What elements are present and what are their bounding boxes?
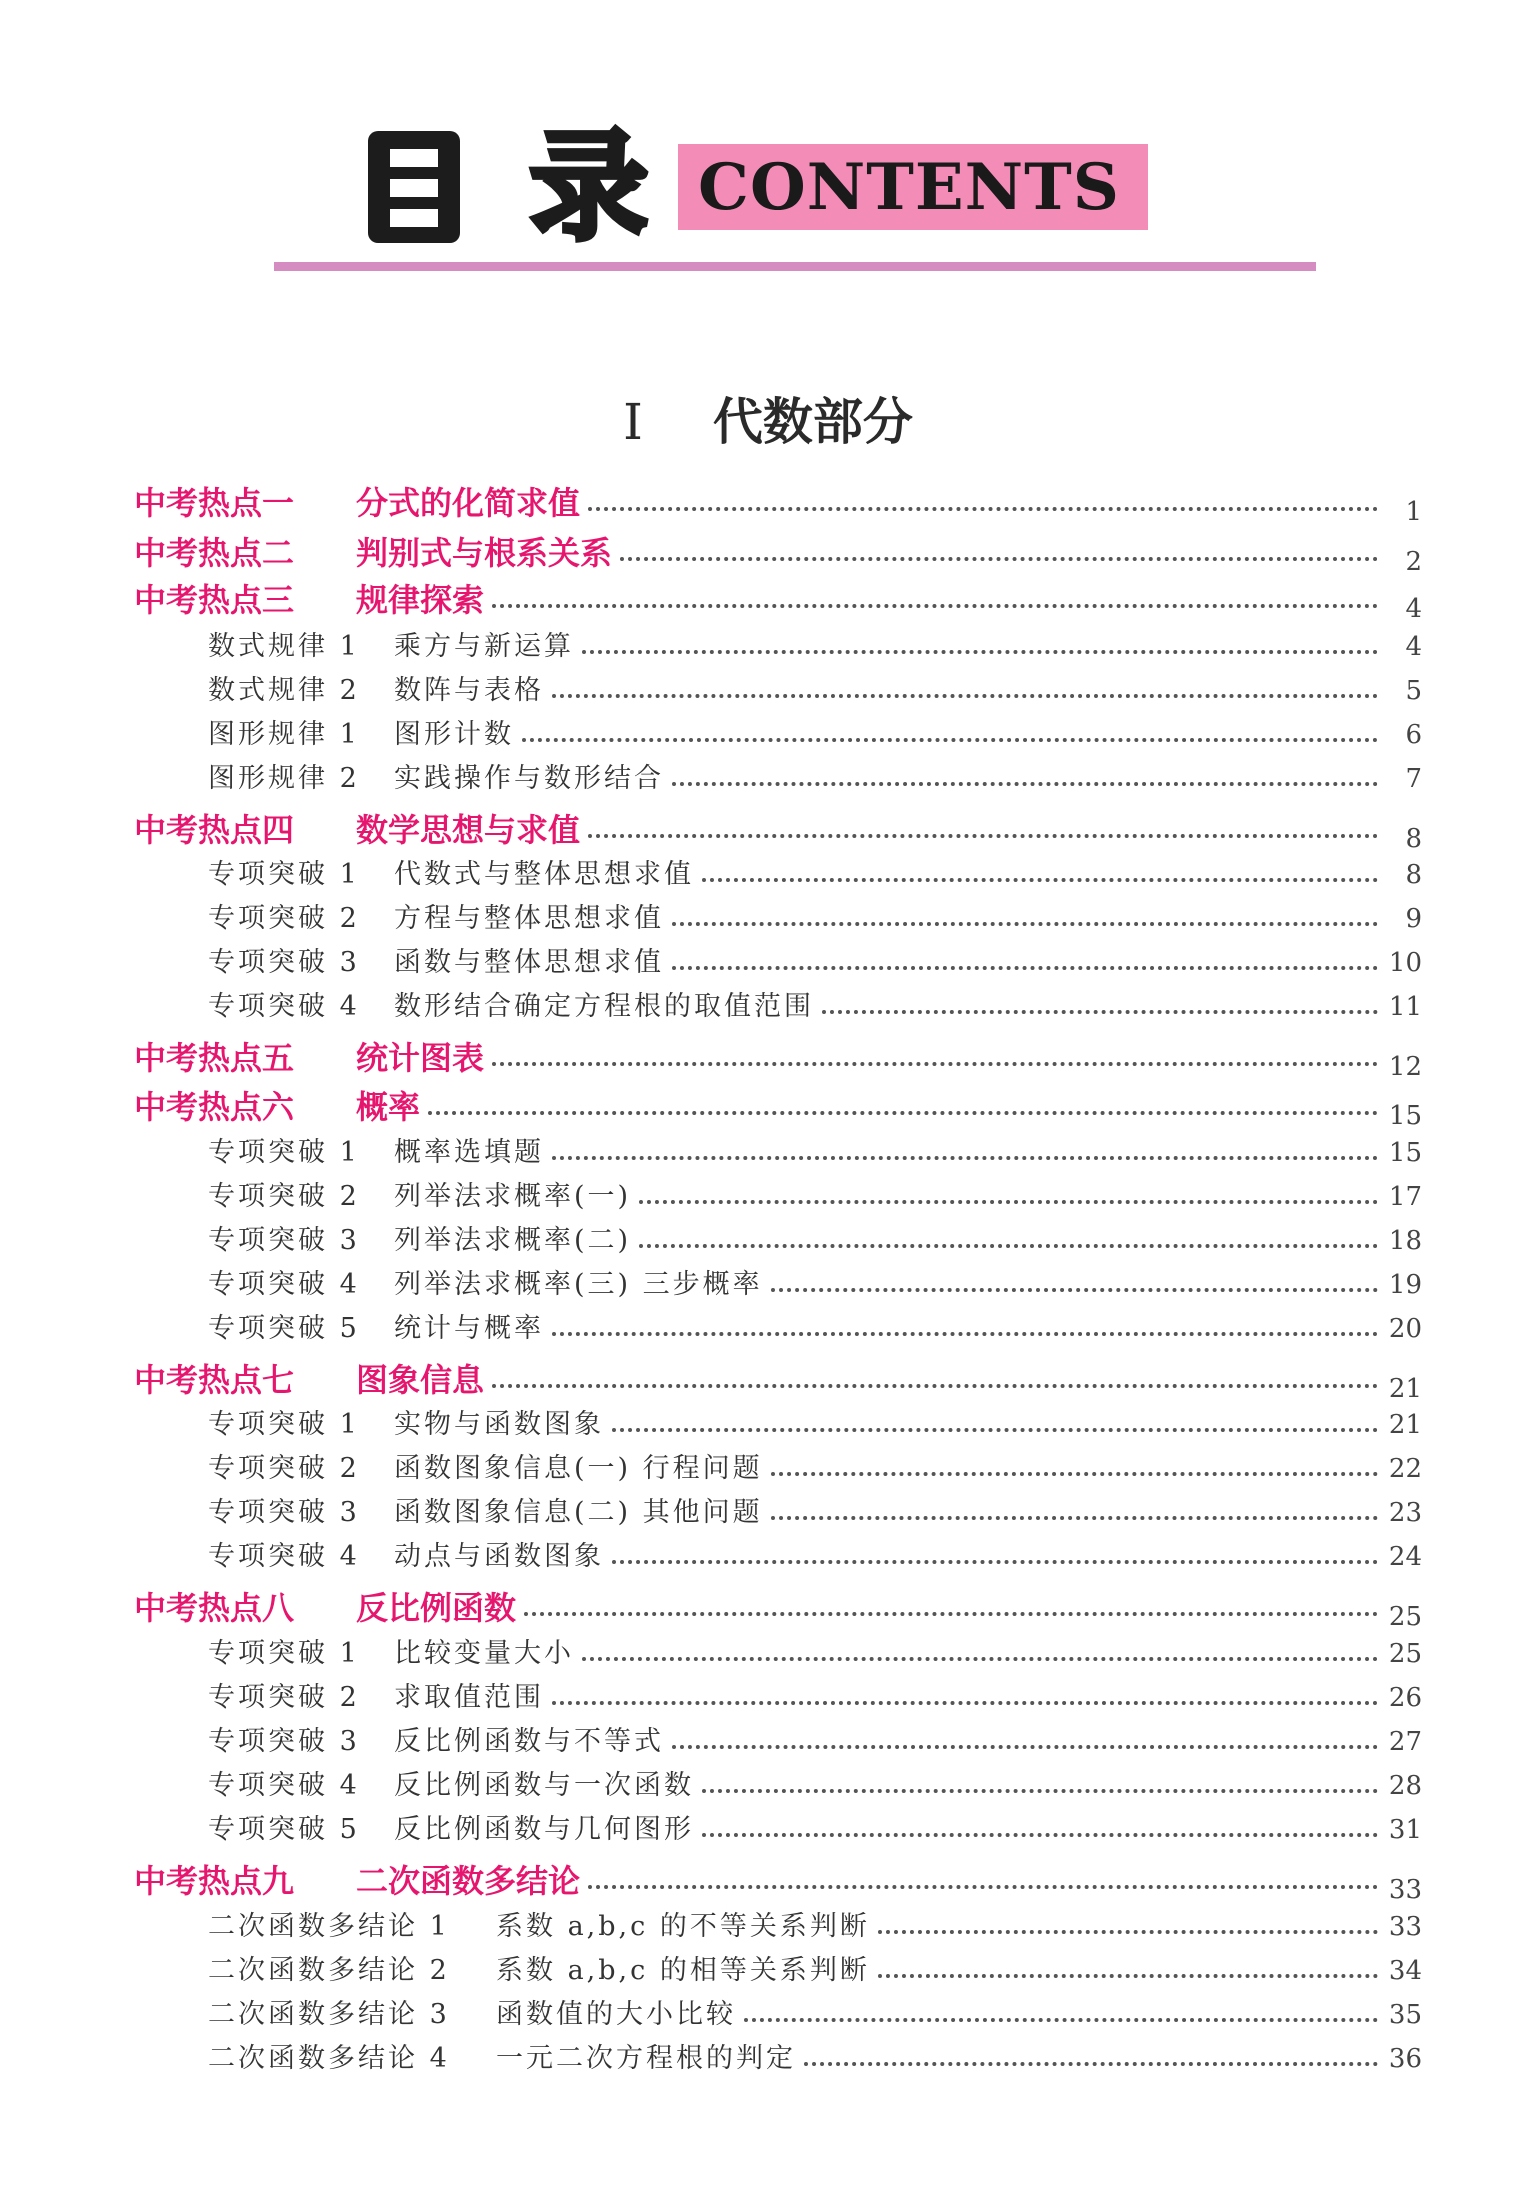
dot-leader (804, 2058, 1378, 2066)
toc-label: 专项突破 3 (208, 1726, 360, 1757)
toc-title: 图象信息 (356, 1361, 485, 1399)
part-name: 代数部分 (712, 392, 913, 451)
toc-page-number: 20 (1388, 1314, 1422, 1344)
contents-header (368, 118, 1148, 256)
toc-title: 图形计数 (394, 719, 514, 750)
toc-title: 系数 a,b,c 的不等关系判断 (496, 1911, 870, 1942)
dot-leader (588, 1881, 1378, 1889)
toc-page-number: 7 (1405, 764, 1422, 794)
toc-section-row[interactable] (208, 1948, 1422, 1987)
toc-page-number: 9 (1405, 904, 1422, 934)
contents-label: CONTENTS (678, 144, 1148, 230)
toc-title: 乘方与新运算 (394, 631, 574, 662)
dot-leader (588, 503, 1378, 511)
toc-label: 专项突破 2 (208, 903, 360, 934)
toc-chapter-row[interactable] (134, 1082, 1422, 1131)
dot-leader (744, 2014, 1378, 2022)
toc-label: 专项突破 2 (208, 1453, 360, 1484)
toc-section-row[interactable] (208, 1992, 1422, 2031)
dot-leader (878, 1970, 1378, 1978)
toc-page-number: 23 (1388, 1498, 1422, 1528)
toc-title: 反比例函数与不等式 (394, 1726, 664, 1757)
toc-label: 数式规律 1 (208, 631, 360, 662)
toc-chapter-row[interactable] (134, 1856, 1422, 1905)
dot-leader (878, 1926, 1378, 1934)
toc-label: 二次函数多结论 1 (208, 1911, 450, 1942)
toc-title: 实物与函数图象 (394, 1409, 604, 1440)
dot-leader (492, 600, 1378, 608)
toc-label: 专项突破 3 (208, 947, 360, 978)
dot-leader (492, 1380, 1378, 1388)
toc-label: 中考热点六 (134, 1088, 295, 1126)
toc-page-number: 5 (1405, 676, 1422, 706)
toc-label: 专项突破 2 (208, 1181, 360, 1212)
toc-page-number: 25 (1388, 1602, 1422, 1632)
toc-title: 概率 (356, 1088, 421, 1126)
toc-page-number: 18 (1388, 1226, 1422, 1256)
dot-leader (552, 690, 1378, 698)
toc-label: 专项突破 2 (208, 1682, 360, 1713)
toc-page-number: 15 (1388, 1101, 1422, 1131)
toc-title: 概率选填题 (394, 1137, 544, 1168)
toc-page-number: 15 (1388, 1138, 1422, 1168)
toc-label: 二次函数多结论 2 (208, 1955, 450, 1986)
toc-section-row[interactable] (208, 1130, 1422, 1169)
toc-label: 专项突破 3 (208, 1497, 360, 1528)
toc-section-row[interactable] (208, 1402, 1422, 1441)
dot-leader (639, 1240, 1378, 1248)
toc-page-number: 35 (1388, 2000, 1422, 2030)
toc-label: 专项突破 3 (208, 1225, 360, 1256)
toc-title: 代数式与整体思想求值 (394, 859, 694, 890)
title-glyph-lu: 录 (530, 118, 649, 256)
toc-section-row[interactable] (208, 1675, 1422, 1714)
toc-section-row[interactable] (208, 1534, 1422, 1573)
toc-title: 规律探索 (356, 581, 485, 619)
toc-page-number: 4 (1405, 594, 1422, 624)
dot-leader (639, 1196, 1378, 1204)
toc-title: 实践操作与数形结合 (394, 763, 664, 794)
toc-page-number: 2 (1405, 547, 1422, 577)
dot-leader (702, 1829, 1378, 1837)
toc-title: 列举法求概率(一) (394, 1181, 632, 1212)
dot-leader (702, 1785, 1378, 1793)
toc-label: 图形规律 1 (208, 719, 360, 750)
toc-section-row[interactable] (208, 940, 1422, 979)
toc-chapter-row[interactable] (134, 1583, 1422, 1632)
toc-page-number: 33 (1388, 1875, 1422, 1905)
dot-leader (588, 830, 1378, 838)
toc-section-row[interactable] (208, 1719, 1422, 1758)
toc-section-row[interactable] (208, 1631, 1422, 1670)
toc-title: 数阵与表格 (394, 675, 544, 706)
toc-page-number: 17 (1388, 1182, 1422, 1212)
toc-section-row[interactable] (208, 1218, 1422, 1257)
toc-label: 中考热点二 (134, 534, 295, 572)
toc-section-row[interactable] (208, 624, 1422, 663)
toc-section-row[interactable] (208, 1807, 1422, 1846)
toc-title: 系数 a,b,c 的相等关系判断 (496, 1955, 870, 1986)
toc-label: 图形规律 2 (208, 763, 360, 794)
toc-title: 数学思想与求值 (356, 811, 581, 849)
toc-section-row[interactable] (208, 1904, 1422, 1943)
part-numeral: I (623, 393, 643, 451)
toc-label: 专项突破 4 (208, 1541, 360, 1572)
toc-section-row[interactable] (208, 1446, 1422, 1485)
toc-label: 专项突破 1 (208, 1137, 360, 1168)
toc-title: 反比例函数与几何图形 (394, 1814, 694, 1845)
toc-section-row[interactable] (208, 712, 1422, 751)
toc-page-number: 4 (1405, 632, 1422, 662)
toc-title: 比较变量大小 (394, 1638, 574, 1669)
toc-section-row[interactable] (208, 1174, 1422, 1213)
title-glyph-mu (368, 131, 460, 243)
dot-leader (612, 1424, 1378, 1432)
toc-title: 统计与概率 (394, 1313, 544, 1344)
dot-leader (672, 918, 1378, 926)
toc-label: 中考热点八 (134, 1589, 295, 1627)
toc-chapter-row[interactable] (134, 575, 1422, 624)
dot-leader (552, 1328, 1378, 1336)
toc-page-number: 10 (1388, 948, 1422, 978)
toc-chapter-row[interactable] (134, 1355, 1422, 1404)
toc-title: 函数图象信息(一) 行程问题 (394, 1453, 763, 1484)
dot-leader (524, 1608, 1378, 1616)
dot-leader (552, 1152, 1378, 1160)
toc-page-number: 24 (1388, 1542, 1422, 1572)
toc-page-number: 22 (1388, 1454, 1422, 1484)
toc-chapter-row[interactable] (134, 478, 1422, 527)
dot-leader (582, 1653, 1378, 1661)
toc-page-number: 34 (1388, 1956, 1422, 1986)
toc-page-number: 11 (1388, 992, 1422, 1022)
toc-label: 中考热点四 (134, 811, 295, 849)
toc-section-row[interactable] (208, 1306, 1422, 1345)
toc-label: 中考热点九 (134, 1862, 295, 1900)
toc-page-number: 6 (1405, 720, 1422, 750)
toc-label: 专项突破 5 (208, 1313, 360, 1344)
toc-section-row[interactable] (208, 668, 1422, 707)
toc-label: 二次函数多结论 3 (208, 1999, 450, 2030)
dot-leader (702, 874, 1378, 882)
toc-section-row[interactable] (208, 896, 1422, 935)
toc-section-row[interactable] (208, 756, 1422, 795)
toc-title: 分式的化简求值 (356, 484, 581, 522)
toc-title: 列举法求概率(二) (394, 1225, 632, 1256)
dot-leader (552, 1697, 1378, 1705)
toc-label: 中考热点三 (134, 581, 295, 619)
toc-label: 专项突破 4 (208, 991, 360, 1022)
toc-page-number: 27 (1388, 1727, 1422, 1757)
toc-label: 二次函数多结论 4 (208, 2043, 450, 2074)
toc-page-number: 21 (1388, 1410, 1422, 1440)
dot-leader (428, 1107, 1378, 1115)
toc-page-number: 8 (1405, 860, 1422, 890)
dot-leader (492, 1058, 1378, 1066)
toc-label: 中考热点七 (134, 1361, 295, 1399)
toc-title: 函数图象信息(二) 其他问题 (394, 1497, 763, 1528)
toc-title: 列举法求概率(三) 三步概率 (394, 1269, 763, 1300)
toc-page-number: 1 (1405, 497, 1422, 527)
toc-title: 方程与整体思想求值 (394, 903, 664, 934)
toc-page-number: 26 (1388, 1683, 1422, 1713)
toc-section-row[interactable] (208, 984, 1422, 1023)
toc-title: 数形结合确定方程根的取值范围 (394, 991, 814, 1022)
dot-leader (522, 734, 1378, 742)
toc-label: 专项突破 4 (208, 1269, 360, 1300)
toc-page-number: 33 (1388, 1912, 1422, 1942)
toc-title: 动点与函数图象 (394, 1541, 604, 1572)
toc-page-number: 28 (1388, 1771, 1422, 1801)
toc-section-row[interactable] (208, 1490, 1422, 1529)
toc-title: 统计图表 (356, 1039, 485, 1077)
toc-title: 求取值范围 (394, 1682, 544, 1713)
toc-label: 专项突破 4 (208, 1770, 360, 1801)
dot-leader (582, 646, 1378, 654)
toc-label: 中考热点五 (134, 1039, 295, 1077)
toc-title: 反比例函数与一次函数 (394, 1770, 694, 1801)
part-title (0, 382, 1536, 454)
toc-section-row[interactable] (208, 1763, 1422, 1802)
dot-leader (771, 1468, 1378, 1476)
toc-page-number: 8 (1405, 824, 1422, 854)
toc-title: 函数值的大小比较 (496, 1999, 736, 2030)
toc-title: 函数与整体思想求值 (394, 947, 664, 978)
dot-leader (672, 1741, 1378, 1749)
dot-leader (672, 962, 1378, 970)
toc-label: 中考热点一 (134, 484, 295, 522)
header-rule (274, 262, 1316, 271)
toc-chapter-row[interactable] (134, 528, 1422, 577)
toc-title: 反比例函数 (356, 1589, 517, 1627)
toc-page-number: 36 (1388, 2044, 1422, 2074)
toc-section-row[interactable] (208, 2036, 1422, 2075)
toc-chapter-row[interactable] (134, 805, 1422, 854)
toc-chapter-row[interactable] (134, 1033, 1422, 1082)
toc-page-number: 19 (1388, 1270, 1422, 1300)
toc-page-number: 21 (1388, 1374, 1422, 1404)
toc-page-number: 25 (1388, 1639, 1422, 1669)
toc-page-number: 31 (1388, 1815, 1422, 1845)
toc-section-row[interactable] (208, 1262, 1422, 1301)
toc-page-number: 12 (1388, 1052, 1422, 1082)
dot-leader (672, 778, 1378, 786)
dot-leader (612, 1556, 1378, 1564)
toc-label: 专项突破 1 (208, 859, 360, 890)
dot-leader (771, 1512, 1378, 1520)
toc-title: 判别式与根系关系 (356, 534, 613, 572)
toc-label: 专项突破 1 (208, 1409, 360, 1440)
dot-leader (771, 1284, 1378, 1292)
toc-label: 专项突破 1 (208, 1638, 360, 1669)
toc-title: 二次函数多结论 (356, 1862, 581, 1900)
toc-label: 数式规律 2 (208, 675, 360, 706)
dot-leader (620, 553, 1378, 561)
toc-title: 一元二次方程根的判定 (496, 2043, 796, 2074)
dot-leader (822, 1006, 1378, 1014)
toc-section-row[interactable] (208, 852, 1422, 891)
toc-label: 专项突破 5 (208, 1814, 360, 1845)
